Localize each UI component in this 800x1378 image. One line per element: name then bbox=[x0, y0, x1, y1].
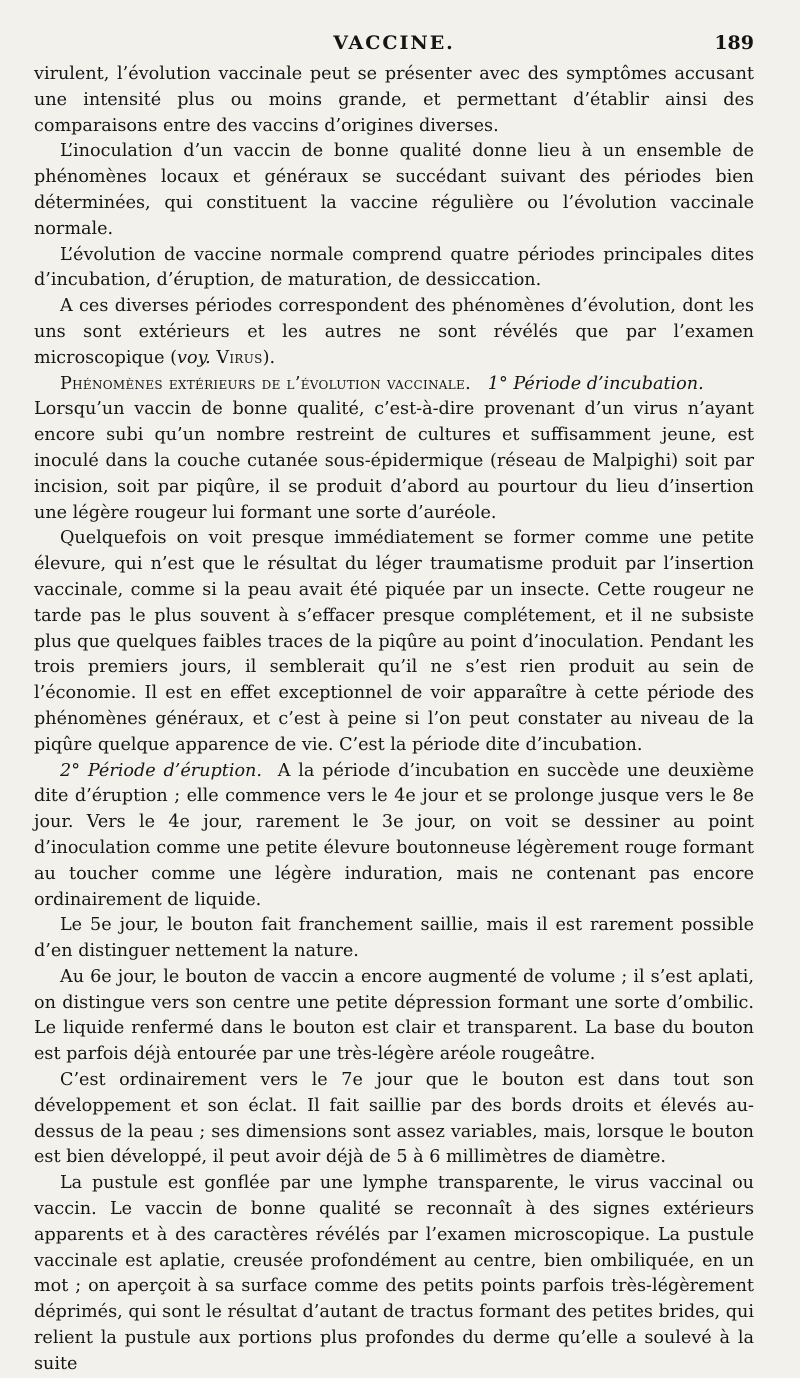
section-heading: Phénomènes extérieurs de l’évolution vaccinale. bbox=[60, 373, 471, 394]
paragraph: Au 6e jour, le bouton de vaccin a encore augmenté de volume ; il s’est aplati, on distingue vers son centre une petite dépression formant une sorte d’ombilic. Le liquide renfermé dans le bouton est clair et transparent. La base du bouton est parfois déjà entourée par une très-légère aréole rougeâtre. bbox=[34, 966, 754, 1065]
page-number: 189 bbox=[714, 32, 754, 54]
paragraph bbox=[34, 372, 754, 398]
paragraph bbox=[34, 294, 754, 371]
page-header bbox=[34, 24, 754, 62]
body-text bbox=[34, 62, 754, 1378]
cross-reference-virus: Virus bbox=[216, 347, 263, 368]
paragraph-text-end: ). bbox=[262, 347, 276, 368]
running-head: VACCINE. bbox=[333, 32, 455, 54]
cross-reference-voy: voy. bbox=[177, 347, 211, 368]
period-heading-eruption: 2° Période d’éruption. bbox=[60, 760, 262, 781]
paragraph-text: A la période d’incubation en succède une deuxième dite d’éruption ; elle commence vers le 4e jour et se prolonge jusque vers le 8e jour. Vers le 4e jour, rarement le 3e jour, on voit se dessiner au point d’inoculation comme une petite élevure boutonneuse légèrement rouge formant au toucher comme une légère induration, mais ne contenant pas encore ordinairement de liquide. bbox=[34, 760, 754, 910]
paragraph: Lorsqu’un vaccin de bonne qualité, c’est-à-dire provenant d’un virus n’ayant encore subi qu’un nombre restreint de cultures et suffisamment jeune, est inoculé dans la couche cutanée sous-épidermique (réseau de Malpighi) soit par incision, soit par piqûre, il se produit d’abord au pourtour du lieu d’insertion une légère rougeur lui formant une sorte d’auréole. bbox=[34, 399, 754, 523]
paragraph: virulent, l’évolution vaccinale peut se présenter avec des symptômes accusant une intensité plus ou moins grande, et permettant d’établir ainsi des comparaisons entre des vaccins d’origines diverses. bbox=[34, 64, 754, 136]
paragraph-text: A ces diverses périodes correspondent des phénomènes d’évolution, dont les uns sont extérieurs et les autres ne sont révélés que par l’examen microscopique ( bbox=[34, 296, 754, 368]
paragraph: L’inoculation d’un vaccin de bonne qualité donne lieu à un ensemble de phénomènes locaux et généraux se succédant suivant des périodes bien déterminées, qui constituent la vaccine régulière ou l’évolution vaccinale normale. bbox=[34, 141, 754, 239]
period-heading-incubation: 1° Période d’incubation. bbox=[487, 373, 704, 394]
paragraph: La pustule est gonflée par une lymphe transparente, le virus vaccinal ou vaccin. Le vaccin de bonne qualité se reconnaît à des signes extérieurs apparents et à des caractères révélés par l’examen microscopique. La pustule vaccinale est aplatie, creusée profondément au centre, bien ombiliquée, en un mot ; on aperçoit à sa surface comme des petits points parfois très-légèrement déprimés, qui sont le résultat d’autant de tractus formant des petites brides, qui relient la pustule aux portions plus profondes du derme qu’elle a soulevé à la suite bbox=[34, 1173, 754, 1374]
paragraph bbox=[34, 759, 754, 914]
paragraph: C’est ordinairement vers le 7e jour que le bouton est dans tout son développement et son éclat. Il fait saillie par des bords droits et élevés au-dessus de la peau ; ses dimensions sont assez variables, mais, lorsque le bouton est bien développé, il peut avoir déjà de 5 à 6 millimètres de diamètre. bbox=[34, 1070, 754, 1168]
paragraph: Quelquefois on voit presque immédiatement se former comme une petite élevure, qui n’est que le résultat du léger traumatisme produit par l’insertion vaccinale, comme si la peau avait été piquée par un insecte. Cette rougeur ne tarde pas le plus souvent à s’effacer presque complétement, et il ne subsiste plus que quelques faibles traces de la piqûre au point d’inoculation. Pendant les trois premiers jours, il semblerait qu’il ne s’est rien produit au sein de l’économie. Il est en effet exceptionnel de voir apparaître à cette période des phénomènes généraux, et c’est à peine si l’on peut constater au niveau de la piqûre quelque apparence de vie. C’est la période dite d’incubation. bbox=[34, 528, 754, 755]
paragraph: L’évolution de vaccine normale comprend quatre périodes principales dites d’incubation, d’éruption, de maturation, de dessiccation. bbox=[34, 244, 754, 291]
paragraph: Le 5e jour, le bouton fait franchement saillie, mais il est rarement possible d’en distinguer nettement la nature. bbox=[34, 915, 754, 962]
